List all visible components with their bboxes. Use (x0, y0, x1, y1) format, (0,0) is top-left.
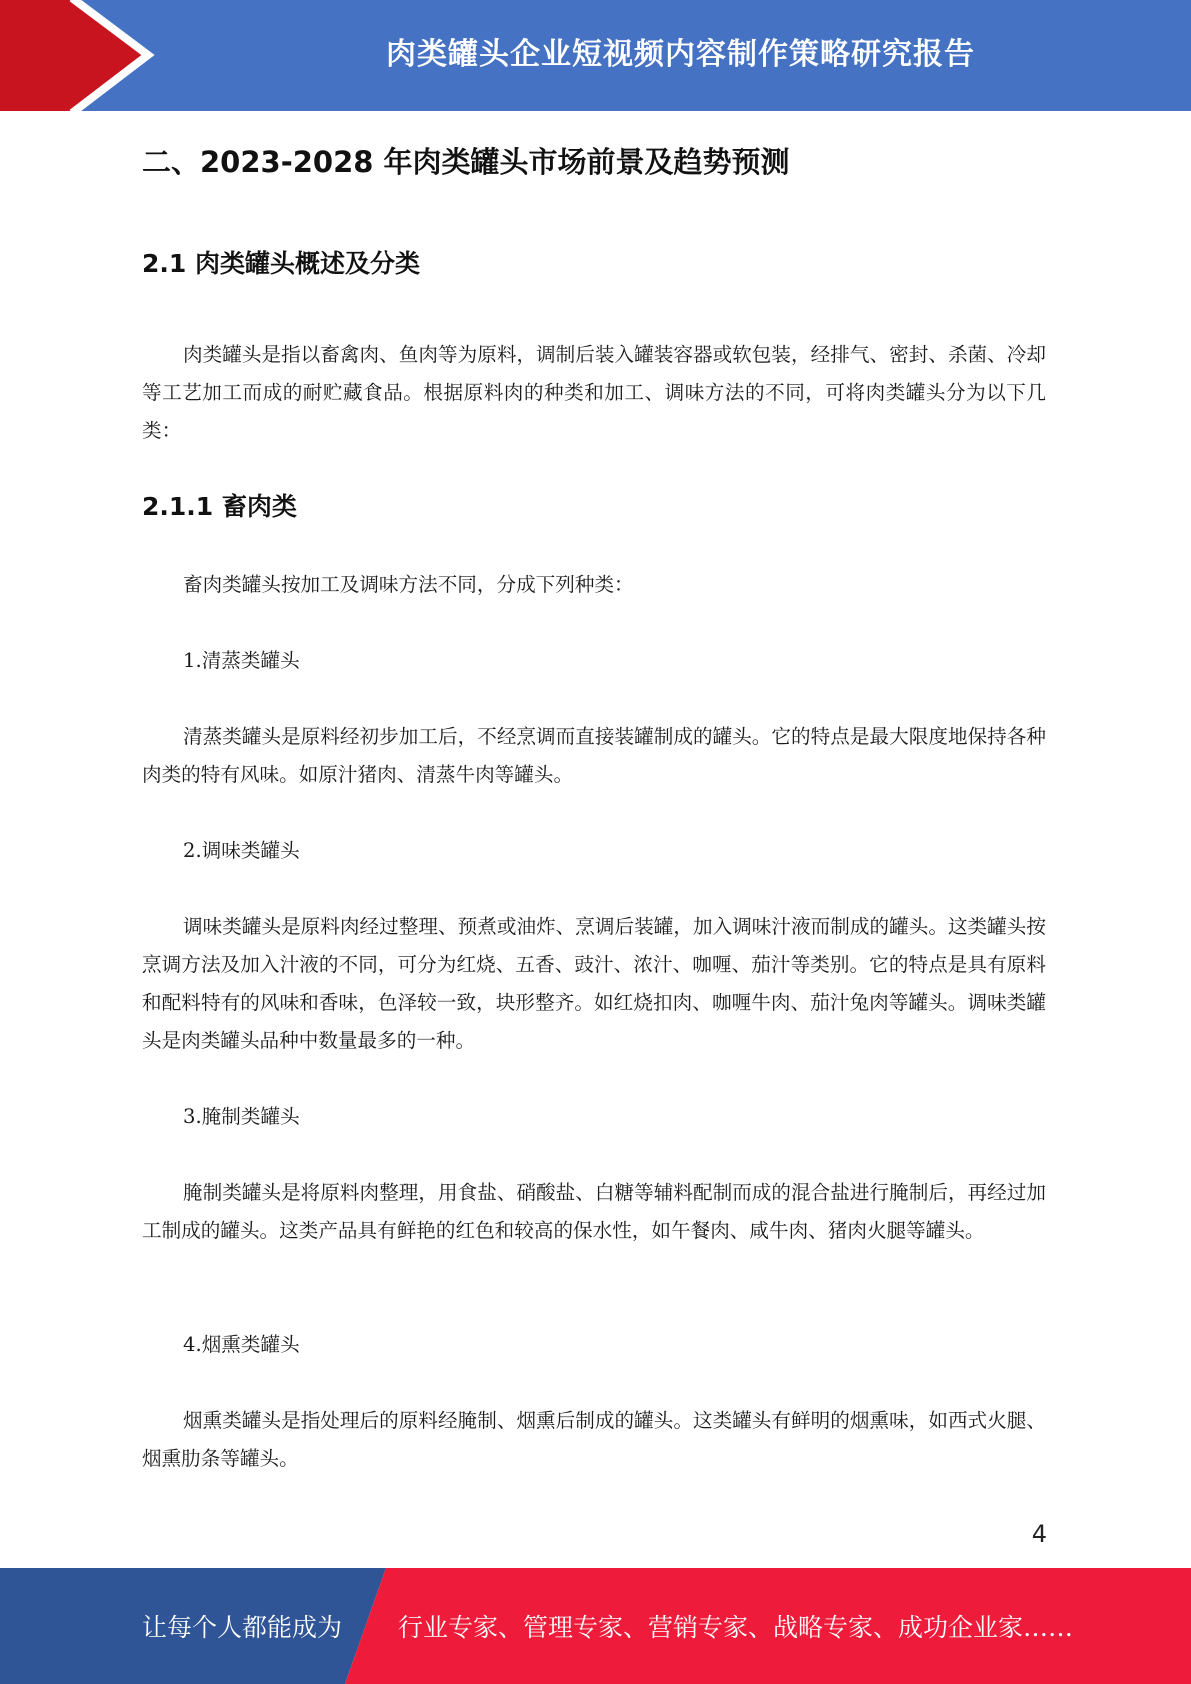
item-heading-4: 4.烟熏类罐头 (183, 1333, 300, 1356)
footer-slogan-left: 让每个人都能成为 (142, 1613, 343, 1642)
page-number: 4 (1031, 1520, 1047, 1548)
footer-slogan-right: 行业专家、管理专家、营销专家、战略专家、成功企业家…… (398, 1613, 1074, 1642)
item-heading-1: 1.清蒸类罐头 (183, 649, 300, 672)
item-text-1: 清蒸类罐头是原料经初步加工后，不经烹调而直接装罐制成的罐头。它的特点是最大限度地保持各种肉类的特有风味。如原汁猪肉、清蒸牛肉等罐头。 (142, 725, 1046, 786)
category-intro-paragraph: 畜肉类罐头按加工及调味方法不同，分成下列种类： (183, 573, 634, 596)
header-bar (0, 0, 1191, 111)
item-heading-3: 3.腌制类罐头 (183, 1105, 300, 1128)
report-title: 肉类罐头企业短视频内容制作策略研究报告 (386, 37, 975, 72)
footer-bar (0, 1568, 1191, 1684)
subsection-title: 2.1 肉类罐头概述及分类 (142, 249, 420, 278)
item-text-4: 烟熏类罐头是指处理后的原料经腌制、烟熏后制成的罐头。这类罐头有鲜明的烟熏味，如西式火腿、烟熏肋条等罐头。 (142, 1409, 1046, 1470)
item-text-3: 腌制类罐头是将原料肉整理，用食盐、硝酸盐、白糖等辅料配制而成的混合盐进行腌制后，再经过加工制成的罐头。这类产品具有鲜艳的红色和较高的保水性，如午餐肉、咸牛肉、猪肉火腿等罐头。 (142, 1181, 1046, 1242)
item-heading-2: 2.调味类罐头 (183, 839, 300, 862)
item-text-2: 调味类罐头是原料肉经过整理、预煮或油炸、烹调后装罐，加入调味汁液而制成的罐头。这类罐头按烹调方法及加入汁液的不同，可分为红烧、五香、豉汁、浓汁、咖喱、茄汁等类别。它的特点是具有原料和配料特有的风味和香味，色泽较一致，块形整齐。如红烧扣肉、咖喱牛肉、茄汁兔肉等罐头。调味类罐头是肉类罐头品种中数量最多的一种。 (142, 915, 1046, 1052)
intro-paragraph: 肉类罐头是指以畜禽肉、鱼肉等为原料，调制后装入罐装容器或软包装，经排气、密封、杀菌、冷却等工艺加工而成的耐贮藏食品。根据原料肉的种类和加工、调味方法的不同，可将肉类罐头分为以下几类： (142, 343, 1046, 442)
section-title: 二、2023-2028 年肉类罐头市场前景及趋势预测 (142, 145, 790, 179)
subsubsection-title: 2.1.1 畜肉类 (142, 492, 297, 521)
header-arrow-decoration (0, 0, 160, 111)
